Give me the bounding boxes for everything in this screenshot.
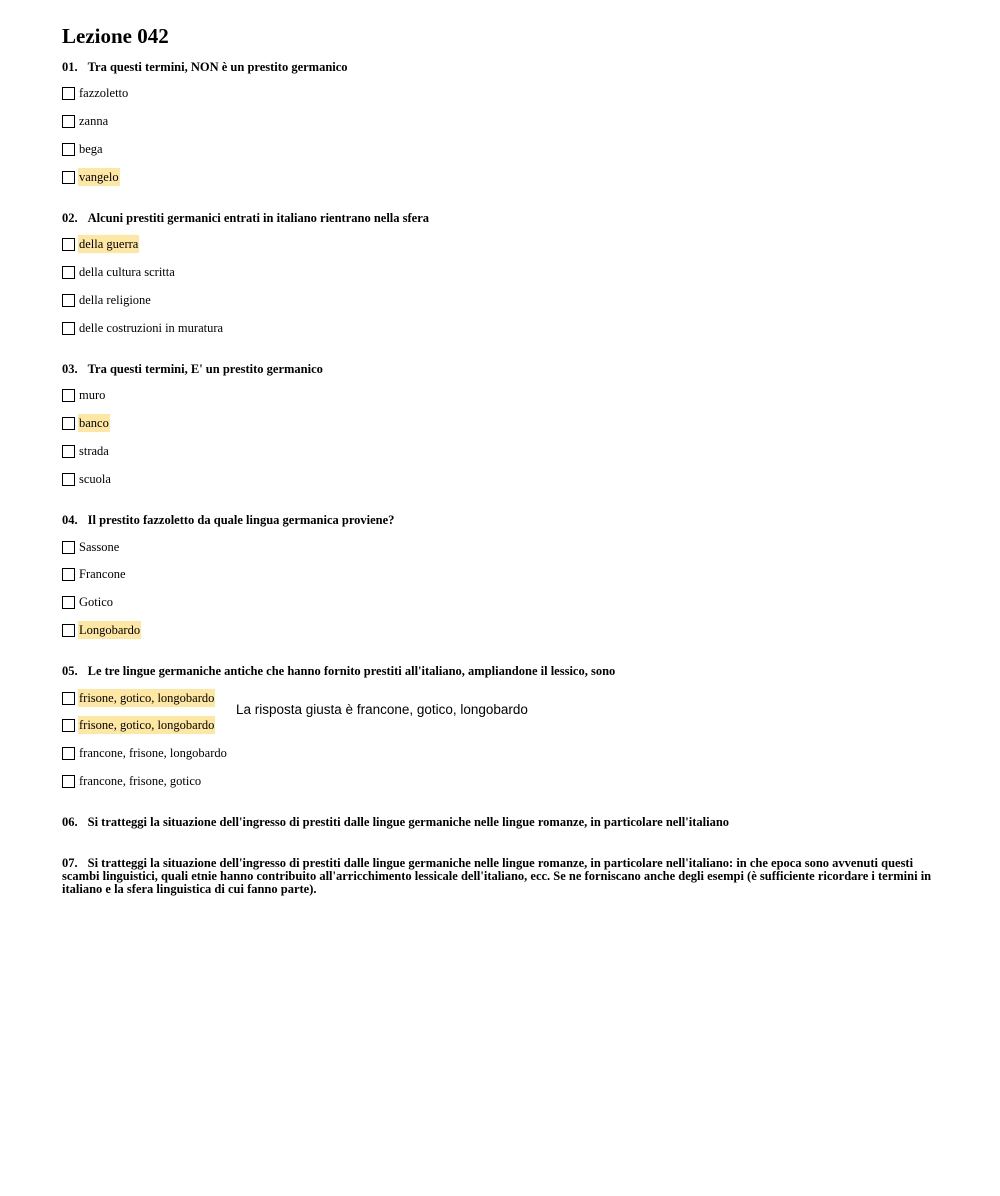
option-label: Gotico [79,595,114,609]
option-checkbox[interactable] [62,747,75,760]
question-number: 07. [62,856,78,870]
option-checkbox[interactable] [62,417,75,430]
option-checkbox[interactable] [62,115,75,128]
question-03 [62,363,942,376]
option-checkbox[interactable] [62,171,75,184]
option-03-b[interactable] [62,414,110,432]
option-label: strada [79,444,109,458]
option-checkbox[interactable] [62,294,75,307]
page-title: Lezione 042 [62,24,169,48]
question-text: Tra questi termini, E' un prestito germanico [87,362,323,376]
option-label: francone, frisone, gotico [79,774,202,788]
question-07 [62,857,942,896]
option-label: Francone [79,567,126,581]
option-label: scuola [79,472,111,486]
option-checkbox[interactable] [62,143,75,156]
option-checkbox[interactable] [62,445,75,458]
question-text: Il prestito fazzoletto da quale lingua germanica proviene? [87,513,395,527]
question-05 [62,665,942,678]
option-label: francone, frisone, longobardo [79,746,227,760]
option-05-b[interactable] [62,716,215,734]
option-label: banco [79,416,109,430]
option-02-d[interactable] [62,319,224,337]
option-checkbox[interactable] [62,624,75,637]
option-04-c[interactable] [62,593,114,611]
option-label: muro [79,388,106,402]
option-04-a[interactable] [62,538,120,556]
question-number: 04. [62,513,78,527]
question-text: Le tre lingue germaniche antiche che hanno fornito prestiti all'italiano, ampliandone il lessico, sono [87,664,616,678]
option-label: delle costruzioni in muratura [79,321,224,335]
option-03-a[interactable] [62,386,106,404]
question-text: Si tratteggi la situazione dell'ingresso di prestiti dalle lingue germaniche nelle lingue romanze, in particolare nell'italiano: in che epoca sono avvenuti questi scambi linguistici, quali etnie hanno contribuito all'arricchimento lessicale dell'italiano, ecc. Se ne forniscano anche degli esempi (è sufficiente ricordare i termini in italiano e la sfera linguistica di cui fanno parte). [62,856,932,896]
option-label: della cultura scritta [79,265,175,279]
option-05-a[interactable] [62,689,215,707]
option-label: zanna [79,114,109,128]
option-checkbox[interactable] [62,568,75,581]
option-checkbox[interactable] [62,719,75,732]
option-label: della guerra [79,237,139,251]
option-checkbox[interactable] [62,473,75,486]
option-checkbox[interactable] [62,775,75,788]
question-text: Alcuni prestiti germanici entrati in italiano rientrano nella sfera [87,211,430,225]
option-02-b[interactable] [62,263,176,281]
question-number: 02. [62,211,78,225]
question-02 [62,212,942,225]
option-checkbox[interactable] [62,692,75,705]
option-05-c[interactable] [62,744,228,762]
option-04-d[interactable] [62,621,141,639]
option-label: vangelo [79,170,119,184]
option-01-d[interactable] [62,168,120,186]
option-checkbox[interactable] [62,238,75,251]
question-text: Si tratteggi la situazione dell'ingresso di prestiti dalle lingue germaniche nelle lingue romanze, in particolare nell'italiano [87,815,730,829]
question-06 [62,816,942,829]
option-checkbox[interactable] [62,596,75,609]
option-label: frisone, gotico, longobardo [79,691,215,705]
question-number: 05. [62,664,78,678]
option-checkbox[interactable] [62,87,75,100]
option-03-d[interactable] [62,470,112,488]
option-04-b[interactable] [62,565,127,583]
option-01-a[interactable] [62,84,129,102]
option-label: bega [79,142,103,156]
option-checkbox[interactable] [62,266,75,279]
option-label: Longobardo [79,623,141,637]
question-number: 03. [62,362,78,376]
option-label: frisone, gotico, longobardo [79,718,215,732]
question-text: Tra questi termini, NON è un prestito germanico [87,60,348,74]
option-01-b[interactable] [62,112,109,130]
option-01-c[interactable] [62,140,104,158]
option-label: Sassone [79,540,120,554]
option-checkbox[interactable] [62,541,75,554]
question-01 [62,61,942,74]
option-05-d[interactable] [62,772,202,790]
option-checkbox[interactable] [62,389,75,402]
question-number: 06. [62,815,78,829]
option-label: fazzoletto [79,86,129,100]
option-checkbox[interactable] [62,322,75,335]
question-number: 01. [62,60,78,74]
option-02-a[interactable] [62,235,139,253]
option-03-c[interactable] [62,442,110,460]
option-label: della religione [79,293,151,307]
question-04 [62,514,942,527]
answer-note: La risposta giusta è francone, gotico, longobardo [236,702,528,717]
option-02-c[interactable] [62,291,152,309]
